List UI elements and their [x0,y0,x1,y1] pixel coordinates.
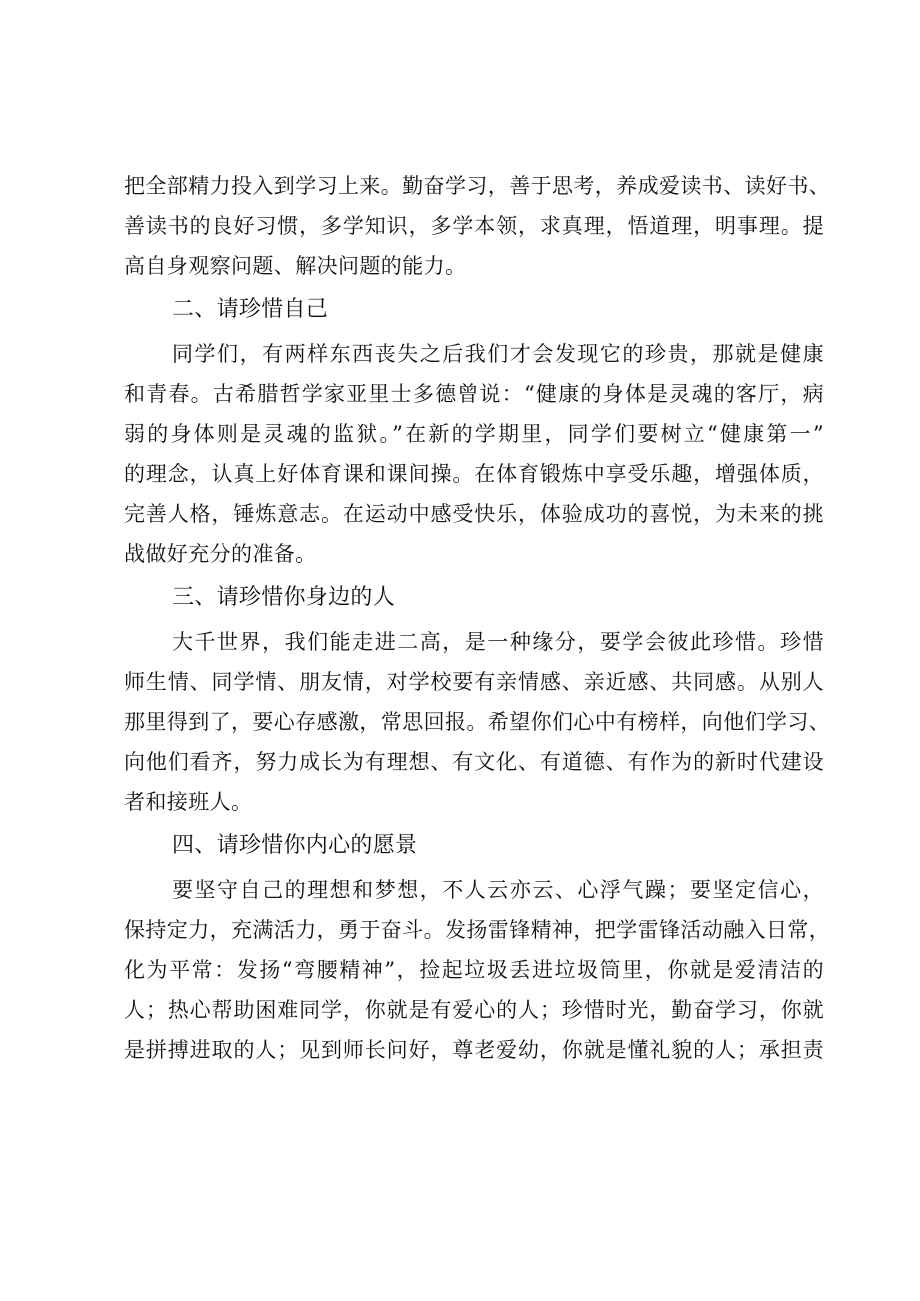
paragraph-cherish-inner-vision [124,870,831,1070]
text-line: 战做好充分的准备。 [124,542,317,566]
text-line: 和青春。古希腊哲学家亚里士多德曾说：“健康的身体是灵魂的客厅，病 [124,382,824,406]
paragraph-intro [124,166,831,286]
text-line: 要坚守自己的理想和梦想，不人云亦云、心浮气躁；要坚定信心， [172,878,824,902]
text-line: 同学们，有两样东西丧失之后我们才会发现它的珍贵，那就是健康 [172,342,824,366]
section-heading-cherish-yourself: 二、请珍惜自己 [172,297,329,322]
text-line: 大千世界，我们能走进二高，是一种缘分，要学会彼此珍惜。珍惜 [172,630,824,654]
text-line: 者和接班人。 [124,790,253,814]
text-line: 人；热心帮助困难同学，你就是有爱心的人；珍惜时光，勤奋学习，你就 [124,998,824,1022]
text-line: 的理念，认真上好体育课和课间操。在体育锻炼中享受乐趣，增强体质， [124,462,824,486]
text-line: 那里得到了，要心存感激，常思回报。希望你们心中有榜样，向他们学习、 [124,710,831,734]
text-line: 弱的身体则是灵魂的监狱。”在新的学期里，同学们要树立“健康第一” [124,422,824,446]
text-line: 保持定力，充满活力，勇于奋斗。发扬雷锋精神，把学雷锋活动融入日常， [124,918,831,942]
section-heading-cherish-people-around: 三、请珍惜你身边的人 [172,585,396,610]
text-line: 师生情、同学情、朋友情，对学校要有亲情感、亲近感、共同感。从别人 [124,670,824,694]
document-body [124,166,831,1070]
paragraph-cherish-yourself [124,334,824,574]
text-line: 高自身观察问题、解决问题的能力。 [124,254,467,278]
text-line: 是拼搏进取的人；见到师长问好，尊老爱幼，你就是懂礼貌的人；承担责 [124,1038,824,1062]
text-line: 完善人格，锤炼意志。在运动中感受快乐，体验成功的喜悦，为未来的挑 [124,502,824,526]
text-line: 化为平常：发扬“弯腰精神”，捡起垃圾丢进垃圾筒里，你就是爱清洁的 [124,958,824,982]
text-line: 向他们看齐，努力成长为有理想、有文化、有道德、有作为的新时代建设 [124,750,824,774]
paragraph-cherish-people-around [124,622,831,822]
section-heading-cherish-inner-vision: 四、请珍惜你内心的愿景 [172,833,418,858]
text-line: 把全部精力投入到学习上来。勤奋学习，善于思考，养成爱读书、读好书、 [124,174,831,198]
text-line: 善读书的良好习惯，多学知识，多学本领，求真理，悟道理，明事理。提 [124,214,824,238]
